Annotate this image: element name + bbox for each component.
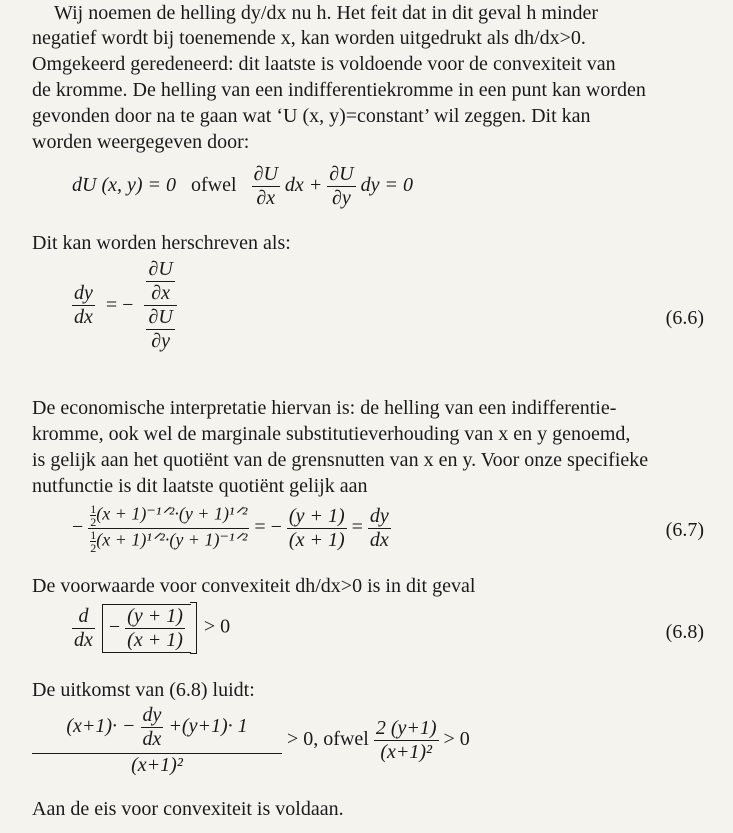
eq68-number: (6.8) [665, 621, 704, 643]
eq68-inner-fraction [125, 605, 185, 652]
eq66-number: (6.6) [665, 307, 704, 329]
eq66-rhs-fraction [144, 258, 176, 353]
final-mid: > 0, ofwel [287, 728, 369, 751]
eq1-fraction-y-num: ∂U [329, 163, 354, 185]
eq68-derivative-den: dx [74, 628, 93, 651]
closing-text: Aan de eis voor convexiteit is voldaan. [32, 798, 344, 820]
eq67-number: (6.7) [665, 519, 704, 541]
eq68-inner-minus: − [108, 615, 121, 638]
eq67-mid: = − [254, 516, 282, 539]
eq1-fraction-x-num: ∂U [253, 163, 278, 185]
eq68-right-bracket [190, 602, 197, 654]
equation-6-8 [72, 602, 230, 654]
eq67-bottom-expr: (x + 1)¹ᐟ²·(y + 1)⁻¹ᐟ² [96, 529, 248, 550]
final-top-frac-den: dx [142, 728, 162, 750]
final-top-frac-num: dy [142, 704, 162, 726]
eq1-fraction-y [327, 163, 355, 210]
eq1-lhs: dU (x, y) = 0 [72, 174, 177, 197]
eq67-minus: − [72, 516, 84, 539]
final-second-den: (x+1)² [380, 741, 433, 763]
eq67-half-bottom: $\frac{1}{2}$ [90, 528, 97, 555]
intro-line-6: worden weergegeven door: [32, 131, 250, 153]
outcome-text: De uitkomst van (6.8) luidt: [32, 679, 255, 701]
eq67-top-expr: (x + 1)⁻¹ᐟ²·(y + 1)¹ᐟ² [96, 503, 248, 524]
final-main-fraction [32, 704, 282, 777]
equation-total-differential [72, 163, 413, 210]
final-second-fraction [374, 717, 439, 764]
final-top-fraction [141, 704, 164, 751]
intro-line-2: negatief wordt bij toenemende x, kan worden uitgedrukt als dh/dx>0. [32, 27, 586, 49]
interp-line-1: De economische interpretatie hiervan is: de helling van een indifferentie- [32, 397, 617, 419]
intro-line-4: de kromme. De helling van een indifferentiekromme in een punt kan worden [32, 79, 646, 101]
eq66-eqsign: = − [105, 294, 134, 316]
eq66-partial-x [146, 258, 174, 305]
eq66-lhs-den: dx [74, 306, 93, 328]
eq68-derivative [72, 605, 95, 652]
intro-line-1: Wij noemen de helling dy/dx nu h. Het feit dat in dit geval h minder [54, 2, 599, 24]
intro-line-5: gevonden door na te gaan wat ‘U (x, y)=constant’ wil zeggen. Dit kan [32, 105, 591, 127]
eq66-rhs-numerator [144, 258, 176, 306]
eq67-main-numerator [88, 503, 249, 529]
final-main-denominator: (x+1)² [131, 754, 183, 776]
eq67-frac2-num: (y + 1) [288, 505, 345, 527]
eq66-partial-x-den: ∂x [151, 282, 170, 304]
interp-line-3: is gelijk aan het quotiënt van de grensnutten van x en y. Voor onze specifieke [32, 449, 649, 471]
equation-6-7 [72, 503, 391, 554]
eq66-rhs-denominator [144, 306, 176, 353]
eq68-inner-den: (x + 1) [127, 628, 183, 651]
eq66-partial-y [146, 306, 174, 353]
eq67-main-denominator [88, 529, 249, 554]
eq67-frac3-den: dx [369, 529, 389, 551]
eq1-rhs: dy = 0 [360, 174, 413, 197]
eq1-fraction-x [252, 163, 280, 210]
eq67-frac3-num: dy [369, 505, 389, 527]
eq67-eq2: = [351, 516, 363, 539]
eq1-fraction-y-den: ∂y [332, 187, 351, 209]
eq66-partial-x-num: ∂U [148, 258, 173, 280]
eq66-lhs-fraction [72, 282, 95, 329]
eq68-left-bracket [102, 604, 191, 653]
intro-line-3: Omgekeerd geredeneerd: dit laatste is voldoende voor de convexiteit van [32, 53, 616, 75]
eq1-conj: ofwel [191, 174, 237, 197]
eq66-lhs-num: dy [74, 282, 93, 304]
eq1-fraction-x-den: ∂x [256, 187, 276, 209]
final-top-a: (x+1)· − [66, 715, 136, 738]
eq67-frac2 [287, 505, 347, 552]
rewrite-text: Dit kan worden herschreven als: [32, 232, 291, 254]
eq66-partial-y-num: ∂U [148, 306, 173, 328]
eq66-partial-y-den: ∂y [151, 330, 170, 352]
equation-6-6 [72, 258, 177, 353]
eq67-main-fraction [88, 503, 249, 554]
eq68-inner-num: (y + 1) [127, 604, 183, 627]
final-rhs: > 0 [443, 728, 470, 751]
eq67-half-top: $\frac{1}{2}$ [90, 502, 97, 529]
interp-line-2: kromme, ook wel de marginale substitutieverhouding van x en y genoemd, [32, 423, 631, 445]
final-top-b: +(y+1)· 1 [168, 715, 248, 738]
interp-line-4: nutfunctie is dit laatste quotiënt gelijk aan [32, 475, 368, 497]
equation-final [32, 704, 470, 777]
eq68-rhs: > 0 [203, 615, 231, 638]
eq68-derivative-num: d [72, 605, 95, 629]
eq67-frac2-den: (x + 1) [288, 529, 345, 551]
eq1-dx-term: dx + [284, 174, 323, 197]
final-second-num: 2 (y+1) [375, 717, 437, 739]
condition-text: De voorwaarde voor convexiteit dh/dx>0 is in dit geval [32, 575, 476, 597]
eq67-frac3 [368, 505, 391, 552]
final-main-numerator [32, 704, 282, 754]
